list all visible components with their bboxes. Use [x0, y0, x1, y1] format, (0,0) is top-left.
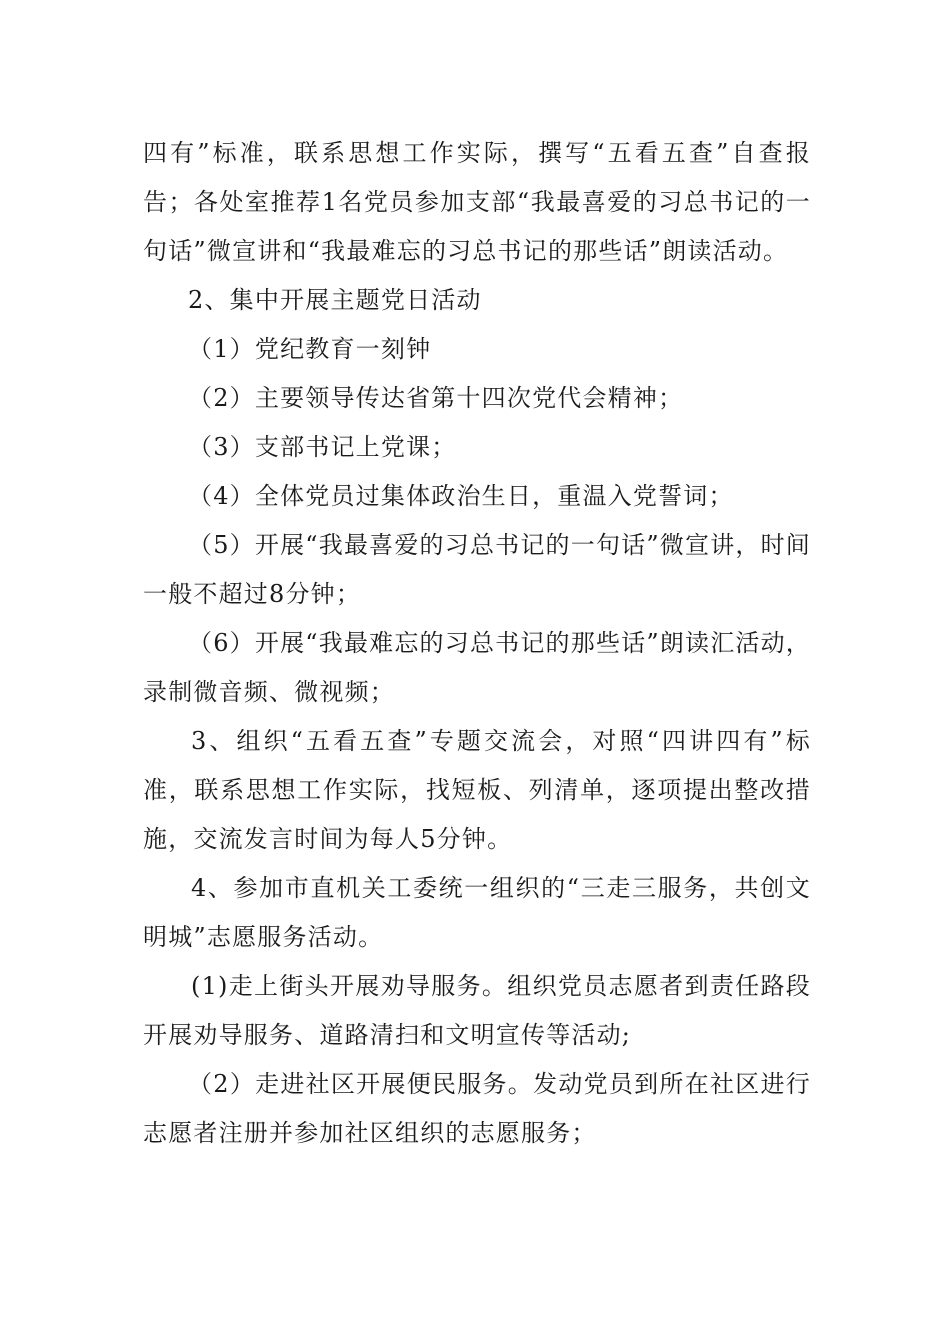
paragraph-subitem-4: （4）全体党员过集体政治生日，重温入党誓词；	[188, 482, 734, 510]
paragraph-subitem-2: （2）主要领导传达省第十四次党代会精神；	[188, 384, 684, 412]
paragraph-item-2-heading: 2、集中开展主题党日活动	[188, 286, 482, 314]
paragraph-item-4-sub-2: （2）走进社区开展便民服务。发动党员到所在社区进行志愿者注册并参加社区组织的志愿服务；	[143, 1070, 811, 1147]
paragraph-subitem-3: （3）支部书记上党课；	[188, 433, 457, 461]
paragraph-subitem-6: （6）开展“我最难忘的习总书记的那些话”朗读汇活动，录制微音频、微视频；	[143, 629, 812, 706]
paragraph-item-4-sub-1: (1)走上街头开展劝导服务。组织党员志愿者到责任路段开展劝导服务、道路清扫和文明宣传等活动;	[143, 972, 811, 1049]
paragraph-continuation: 四有”标准，联系思想工作实际，撰写“五看五查”自查报告；各处室推荐1名党员参加支部“我最喜爱的习总书记的一句话”微宣讲和“我最难忘的习总书记的那些话”朗读活动。	[143, 139, 811, 265]
paragraph-subitem-1: （1）党纪教育一刻钟	[188, 335, 432, 363]
paragraph-item-4: 4、参加市直机关工委统一组织的“三走三服务，共创文明城”志愿服务活动。	[143, 874, 811, 951]
paragraph-subitem-5: （5）开展“我最喜爱的习总书记的一句话”微宣讲，时间一般不超过8分钟；	[143, 531, 812, 608]
document-body	[143, 129, 811, 1158]
paragraph-item-3: 3、组织“五看五查”专题交流会，对照“四讲四有”标准，联系思想工作实际，找短板、列清单，逐项提出整改措施，交流发言时间为每人5分钟。	[143, 727, 811, 853]
